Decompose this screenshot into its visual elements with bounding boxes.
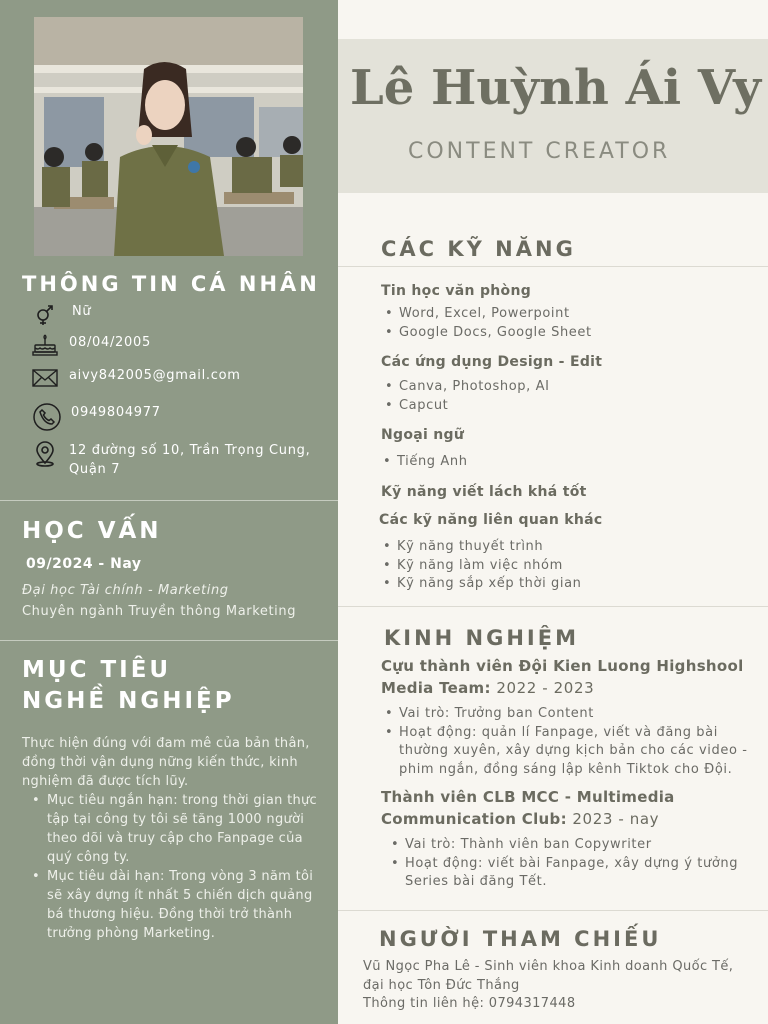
career-goal-heading xyxy=(22,655,235,717)
list-item: • Kỹ năng sắp xếp thời gian xyxy=(379,575,581,594)
location-pin-icon xyxy=(32,441,58,467)
cake-icon xyxy=(32,331,58,357)
section-divider xyxy=(338,266,768,267)
job-title xyxy=(381,786,765,830)
list-item: • Kỹ năng làm việc nhóm xyxy=(379,557,581,576)
education-major: Chuyên ngành Truyền thông Marketing xyxy=(22,604,297,619)
job-detail-list xyxy=(387,836,765,892)
sidebar-divider xyxy=(0,500,338,501)
sidebar-divider xyxy=(0,640,338,641)
experience-heading: KINH NGHIỆM xyxy=(384,626,579,650)
sidebar xyxy=(0,0,338,1024)
personal-info-heading: THÔNG TIN CÁ NHÂN xyxy=(22,272,320,296)
list-item: • Kỹ năng thuyết trình xyxy=(379,538,581,557)
reference-line2: đại học Tôn Đức Thắng xyxy=(363,977,520,993)
skill-group-title: Các kỹ năng liên quan khác xyxy=(379,512,603,528)
gender-row xyxy=(32,300,91,326)
career-goal-heading-line2: NGHỀ NGHIỆP xyxy=(22,688,235,714)
education-school: Đại học Tài chính - Marketing xyxy=(22,583,229,598)
education-heading: HỌC VẤN xyxy=(22,518,162,544)
section-divider xyxy=(338,910,768,911)
list-item: • Mục tiêu dài hạn: Trong vòng 3 năm tôi sẽ xây dựng ít nhất 5 chiến dịch quảng bá thương hiệu. Đồng thời trở thành trưởng phòng Marketing. xyxy=(30,867,322,943)
skill-list xyxy=(379,538,581,594)
section-divider xyxy=(338,606,768,607)
birthday-row xyxy=(32,331,151,357)
job-duration: 2023 - nay xyxy=(572,810,660,828)
skill-list xyxy=(379,453,468,472)
job-title-line1: Cựu thành viên Đội Kien Luong Highshool xyxy=(381,657,744,675)
list-item: • Canva, Photoshop, AI xyxy=(381,378,550,397)
career-goal-heading-line1: MỤC TIÊU xyxy=(22,657,172,683)
birthday-value: 08/04/2005 xyxy=(69,335,151,350)
career-goal-list xyxy=(30,791,322,943)
list-item: • Hoạt động: quản lí Fanpage, viết và đăng bài thường xuyên, xây dựng kịch bản cho các video - phim ngắn, đồng sáng lập kênh Tiktok cho Đội. xyxy=(381,724,767,780)
email-row xyxy=(32,365,241,391)
address-line2: Quận 7 xyxy=(69,462,121,477)
skills-heading: CÁC KỸ NĂNG xyxy=(381,237,576,261)
references-heading: NGƯỜI THAM CHIẾU xyxy=(379,927,662,951)
job-title-line2: Media Team: xyxy=(381,679,491,697)
skill-list xyxy=(381,305,592,342)
list-item: • Vai trò: Thành viên ban Copywriter xyxy=(387,836,765,855)
job-title-line2: Communication Club: xyxy=(381,810,567,828)
phone-value: 0949804977 xyxy=(71,405,161,420)
list-item: • Vai trò: Trưởng ban Content xyxy=(381,705,767,724)
list-item: • Hoạt động: viết bài Fanpage, xây dựng ý tưởng Series bài đăng Tết. xyxy=(387,855,765,892)
skill-group-title: Ngoại ngữ xyxy=(381,427,465,443)
list-item: • Capcut xyxy=(381,397,550,416)
job-duration: 2022 - 2023 xyxy=(496,679,595,697)
job-title-line1: Thành viên CLB MCC - Multimedia xyxy=(381,788,675,806)
list-item: • Mục tiêu ngắn hạn: trong thời gian thực tập tại công ty tôi sẽ tăng 1000 người theo dõi và truy cập cho Fanpage của quý công ty. xyxy=(30,791,322,867)
phone-row xyxy=(32,402,161,432)
reference-details xyxy=(363,958,767,1014)
skill-list xyxy=(381,378,550,415)
address-value xyxy=(69,441,310,479)
gender-icon xyxy=(32,300,58,326)
reference-line1: Vũ Ngọc Pha Lê - Sinh viên khoa Kinh doanh Quốc Tế, xyxy=(363,959,734,974)
envelope-icon xyxy=(32,365,58,391)
phone-icon xyxy=(32,402,62,432)
gender-value: Nữ xyxy=(72,304,92,319)
skill-group-title: Tin học văn phòng xyxy=(381,283,532,299)
job-title xyxy=(381,655,765,699)
email-value: aivy842005@gmail.com xyxy=(69,368,241,383)
skill-group-title: Kỹ năng viết lách khá tốt xyxy=(381,484,587,500)
reference-line3: Thông tin liên hệ: 0794317448 xyxy=(363,996,576,1011)
education-date: 09/2024 - Nay xyxy=(26,556,142,572)
list-item: • Google Docs, Google Sheet xyxy=(381,324,592,343)
address-line1: 12 đường số 10, Trần Trọng Cung, xyxy=(69,443,311,458)
job-title: CONTENT CREATOR xyxy=(408,139,671,164)
skill-group-title: Các ứng dụng Design - Edit xyxy=(381,354,603,370)
list-item: • Tiếng Anh xyxy=(379,453,468,472)
full-name: Lê Huỳnh Ái Vy xyxy=(350,60,762,116)
job-detail-list xyxy=(381,705,767,779)
list-item: • Word, Excel, Powerpoint xyxy=(381,305,592,324)
profile-photo xyxy=(34,17,303,256)
career-goal-intro: Thực hiện đúng với đam mê của bản thân, đồng thời vận dụng nững kiến thức, kinh nghiệm đã được tích lũy. xyxy=(22,736,310,789)
address-row xyxy=(32,441,310,479)
